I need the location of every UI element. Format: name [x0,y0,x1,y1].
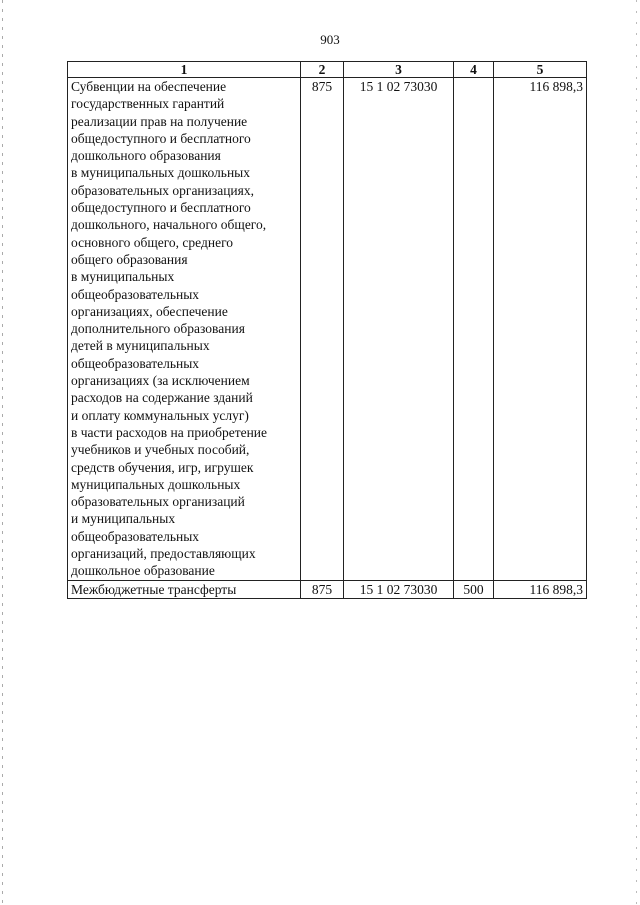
description-line: образовательных организациях, [71,182,254,198]
description-line: дошкольного, начального общего, [71,217,267,233]
description-line: в части расходов на приобретение [71,424,268,440]
header-col-2: 2 [301,62,344,78]
description-line: организациях, обеспечение [71,303,228,319]
description-line: Субвенции на обеспечение [71,79,227,94]
description-line: реализации прав на получение [71,113,248,129]
description-line: в муниципальных [71,269,175,285]
description-line: дошкольное образование [71,563,215,579]
description-line: организаций, предоставляющих [71,546,256,562]
description-line: дополнительного образования [71,321,245,337]
description-line: общеобразовательных [71,355,200,371]
row-description: Межбюджетные трансферты [68,580,301,598]
row-target: 15 1 02 73030 [344,78,454,581]
page-number: 903 [320,32,340,47]
description-line: средств обучения, игр, игрушек [71,459,254,475]
header-col-1: 1 [68,62,301,78]
row-code: 875 [301,580,344,598]
header-col-4: 4 [454,62,494,78]
description-line: общего образования [71,251,188,267]
description-line: государственных гарантий [71,96,225,112]
description-line: дошкольного образования [71,148,221,164]
description-line: детей в муниципальных [71,338,210,354]
description-line: и муниципальных [71,511,176,527]
description-line: образовательных организаций [71,494,245,510]
table-header-row [68,62,587,78]
description-line: общеобразовательных [71,528,200,544]
row-type [454,78,494,581]
description-line: расходов на содержание зданий [71,390,253,406]
description-line: учебников и учебных пособий, [71,442,250,458]
row-amount: 116 898,3 [494,78,587,581]
description-line: общедоступного и бесплатного [71,130,251,146]
description-line: в муниципальных дошкольных [71,165,250,181]
table-row [68,78,587,581]
description-line: общеобразовательных [71,286,200,302]
row-amount: 116 898,3 [494,580,587,598]
header-col-5: 5 [494,62,587,78]
row-description [68,78,301,581]
budget-table [67,61,587,599]
description-line: и оплату коммунальных услуг) [71,407,249,423]
scan-edge-right [636,0,637,905]
row-code: 875 [301,78,344,581]
scan-edge-left [2,0,3,905]
header-col-3: 3 [344,62,454,78]
description-line: основного общего, среднего [71,234,234,250]
row-type: 500 [454,580,494,598]
description-line: муниципальных дошкольных [71,476,241,492]
description-line: общедоступного и бесплатного [71,200,251,216]
row-target: 15 1 02 73030 [344,580,454,598]
table-row [68,580,587,598]
description-line: организациях (за исключением [71,373,250,389]
